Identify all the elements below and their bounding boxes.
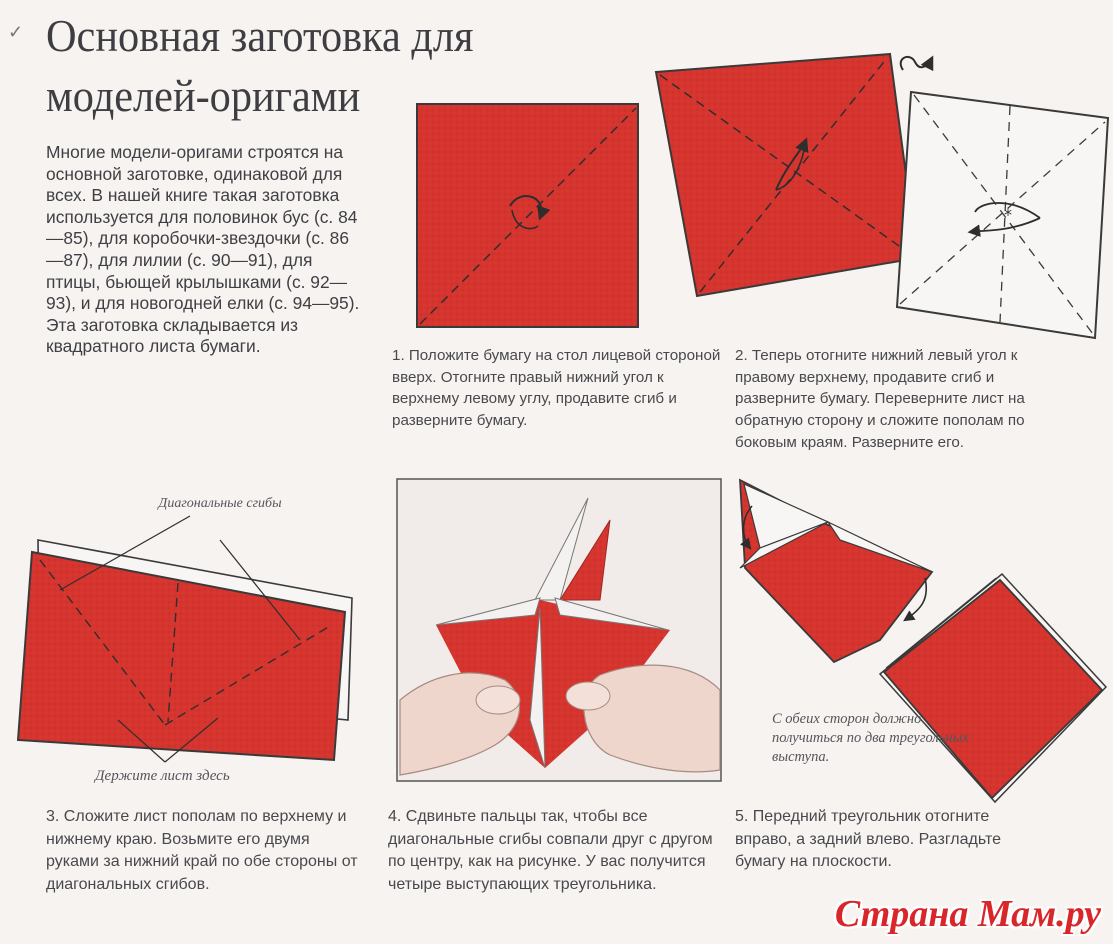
step-5-caption: 5. Передний треугольник отогните вправо, а задний влево. Разгладьте бумагу на плоскости. [735, 808, 1001, 870]
intro-paragraph: Многие модели-оригами строятся на основной заготовке, одинаковой для всех. В нашей книге такая заготовка используется для половинок бус (с. 84—85), для коробочки-звездочки (с. 86—87), для лилии (с. 90—91), для птицы, бьющей крылышками (с. 92—93), и для новогодней елки (с. 94—95). Эта заготовка складывается из квадратного листа бумаги. [46, 142, 360, 357]
diagonal-folds-label: Диагональные сгибы [158, 496, 282, 511]
step1-red-square [417, 104, 638, 327]
step-2-caption: 2. Теперь отогните нижний левый угол к правому верхнему, продавите сгиб и разверните бумагу. Переверните лист на обратную сторону и сложите пополам по боковым краям. Разверните его. [735, 347, 1025, 451]
svg-text:*: * [1004, 205, 1012, 224]
step-1-caption: 1. Положите бумагу на стол лицевой стороной вверх. Отогните правый нижний угол к верхнему левому углу, продавите сгиб и разверните бумагу. [392, 347, 721, 430]
step2-white-square [897, 92, 1108, 338]
step3-folded-rectangle [18, 516, 352, 762]
step-3-caption: 3. Сложите лист пополам по верхнему и нижнему краю. Возьмите его двумя руками за нижний край по обе стороны от диагональных сгибов. [46, 808, 358, 893]
step-4-caption: 4. Сдвиньте пальцы так, чтобы все диагональные сгибы совпали друг с другом по центру, как на рисунке. У вас получится четыре выступающих треугольника. [388, 808, 713, 893]
check-mark-icon: ✓ [8, 22, 24, 43]
step5-folded-square [880, 574, 1106, 802]
flip-icon [901, 57, 932, 70]
step5-triangles [740, 480, 932, 662]
two-triangles-note: С обеих сторон должно получиться по два треугольных выступа. [772, 711, 969, 765]
watermark: Страна Мам.ру [834, 893, 1101, 935]
step2-red-square [656, 54, 917, 296]
hold-here-label: Держите лист здесь [95, 768, 230, 784]
title-line-2: моделей-оригами [46, 70, 361, 121]
title-line-1: Основная заготовка для [46, 10, 474, 61]
step4-photo [397, 479, 721, 781]
